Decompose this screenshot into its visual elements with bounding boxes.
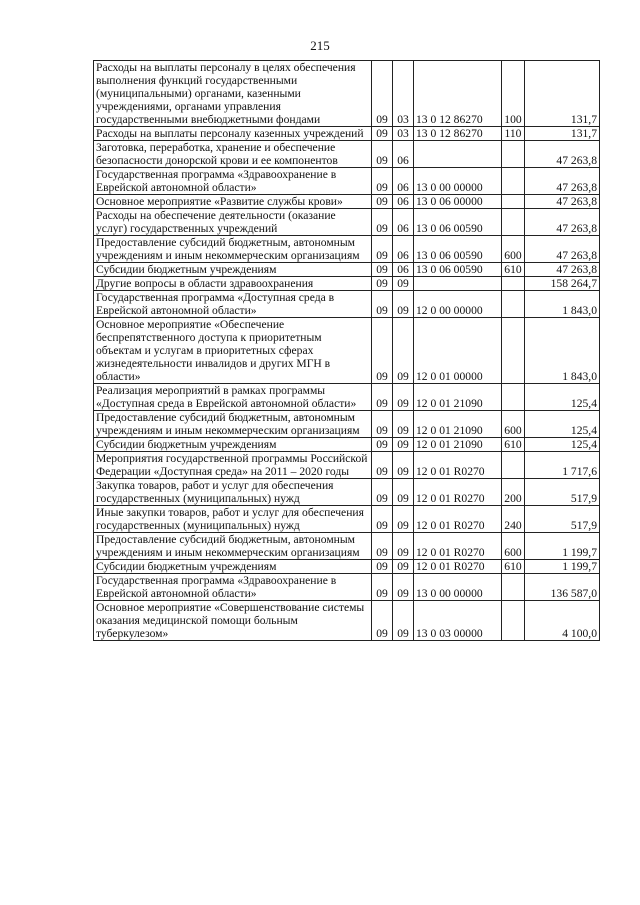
table-row xyxy=(94,263,600,277)
table-row xyxy=(94,560,600,574)
row-expense-type-cell: 200 xyxy=(502,479,525,506)
row-target-article-cell: 12 0 01 R0270 xyxy=(414,479,502,506)
row-expense-type-cell xyxy=(502,195,525,209)
row-target-article-cell xyxy=(414,141,502,168)
row-expense-type-cell: 600 xyxy=(502,411,525,438)
row-target-article-cell: 12 0 01 R0270 xyxy=(414,506,502,533)
row-target-article-cell xyxy=(414,277,502,291)
budget-table xyxy=(93,60,600,641)
row-amount-cell: 47 263,8 xyxy=(525,209,600,236)
row-name-cell: Государственная программа «Доступная среда в Еврейской автономной области» xyxy=(94,291,372,318)
row-subsection-cell: 09 xyxy=(393,560,414,574)
row-expense-type-cell xyxy=(502,452,525,479)
row-expense-type-cell xyxy=(502,277,525,291)
row-subsection-cell: 06 xyxy=(393,209,414,236)
row-amount-cell: 47 263,8 xyxy=(525,236,600,263)
row-name-cell: Государственная программа «Здравоохранение в Еврейской автономной области» xyxy=(94,168,372,195)
row-section-cell: 09 xyxy=(372,574,393,601)
row-target-article-cell: 12 0 01 R0270 xyxy=(414,560,502,574)
row-subsection-cell: 03 xyxy=(393,127,414,141)
row-subsection-cell: 09 xyxy=(393,452,414,479)
row-name-cell: Субсидии бюджетным учреждениям xyxy=(94,438,372,452)
row-section-cell: 09 xyxy=(372,601,393,641)
row-section-cell: 09 xyxy=(372,168,393,195)
row-name-cell: Предоставление субсидий бюджетным, автономным учреждениям и иным некоммерческим организациям xyxy=(94,236,372,263)
row-target-article-cell: 13 0 06 00590 xyxy=(414,263,502,277)
row-name-cell: Расходы на выплаты персоналу в целях обеспечения выполнения функций государственными (муниципальными) органами, казенными учреждениями, органами управления государственными внебюджетными фондами xyxy=(94,61,372,127)
row-name-cell: Основное мероприятие «Обеспечение беспрепятственного доступа к приоритетным объектам и услугам в приоритетных сферах жизнедеятельности инвалидов и других МГН в области» xyxy=(94,318,372,384)
table-row xyxy=(94,384,600,411)
row-amount-cell: 158 264,7 xyxy=(525,277,600,291)
table-row xyxy=(94,127,600,141)
row-target-article-cell: 13 0 06 00590 xyxy=(414,236,502,263)
row-section-cell: 09 xyxy=(372,438,393,452)
row-section-cell: 09 xyxy=(372,277,393,291)
row-name-cell: Субсидии бюджетным учреждениям xyxy=(94,263,372,277)
row-amount-cell: 131,7 xyxy=(525,127,600,141)
row-subsection-cell: 09 xyxy=(393,506,414,533)
row-expense-type-cell xyxy=(502,384,525,411)
row-subsection-cell: 09 xyxy=(393,479,414,506)
row-name-cell: Расходы на выплаты персоналу казенных учреждений xyxy=(94,127,372,141)
row-amount-cell: 125,4 xyxy=(525,438,600,452)
row-subsection-cell: 06 xyxy=(393,236,414,263)
row-target-article-cell: 13 0 12 86270 xyxy=(414,127,502,141)
row-target-article-cell: 12 0 01 00000 xyxy=(414,318,502,384)
table-row xyxy=(94,141,600,168)
row-expense-type-cell: 100 xyxy=(502,61,525,127)
row-subsection-cell: 06 xyxy=(393,195,414,209)
row-amount-cell: 125,4 xyxy=(525,411,600,438)
row-amount-cell: 1 199,7 xyxy=(525,560,600,574)
row-subsection-cell: 06 xyxy=(393,168,414,195)
row-amount-cell: 136 587,0 xyxy=(525,574,600,601)
row-amount-cell: 1 199,7 xyxy=(525,533,600,560)
row-section-cell: 09 xyxy=(372,195,393,209)
row-amount-cell: 517,9 xyxy=(525,479,600,506)
row-amount-cell: 4 100,0 xyxy=(525,601,600,641)
row-section-cell: 09 xyxy=(372,127,393,141)
table-row xyxy=(94,277,600,291)
row-section-cell: 09 xyxy=(372,263,393,277)
row-expense-type-cell xyxy=(502,209,525,236)
row-target-article-cell: 13 0 00 00000 xyxy=(414,168,502,195)
row-subsection-cell: 03 xyxy=(393,61,414,127)
row-target-article-cell: 12 0 01 R0270 xyxy=(414,452,502,479)
table-row xyxy=(94,452,600,479)
row-amount-cell: 47 263,8 xyxy=(525,141,600,168)
row-name-cell: Субсидии бюджетным учреждениям xyxy=(94,560,372,574)
row-amount-cell: 1 717,6 xyxy=(525,452,600,479)
row-subsection-cell: 09 xyxy=(393,438,414,452)
row-target-article-cell: 13 0 06 00000 xyxy=(414,195,502,209)
row-target-article-cell: 12 0 01 21090 xyxy=(414,384,502,411)
row-name-cell: Закупка товаров, работ и услуг для обеспечения государственных (муниципальных) нужд xyxy=(94,479,372,506)
table-row xyxy=(94,533,600,560)
table-row xyxy=(94,168,600,195)
row-target-article-cell: 12 0 01 21090 xyxy=(414,411,502,438)
row-name-cell: Мероприятия государственной программы Российской Федерации «Доступная среда» на 2011 – 2020 годы xyxy=(94,452,372,479)
row-expense-type-cell: 610 xyxy=(502,263,525,277)
row-subsection-cell: 09 xyxy=(393,384,414,411)
row-amount-cell: 47 263,8 xyxy=(525,263,600,277)
row-expense-type-cell: 240 xyxy=(502,506,525,533)
row-amount-cell: 1 843,0 xyxy=(525,291,600,318)
row-subsection-cell: 09 xyxy=(393,277,414,291)
row-section-cell: 09 xyxy=(372,318,393,384)
row-name-cell: Заготовка, переработка, хранение и обеспечение безопасности донорской крови и ее компонентов xyxy=(94,141,372,168)
row-section-cell: 09 xyxy=(372,411,393,438)
row-name-cell: Государственная программа «Здравоохранение в Еврейской автономной области» xyxy=(94,574,372,601)
table-row xyxy=(94,411,600,438)
row-section-cell: 09 xyxy=(372,533,393,560)
row-name-cell: Реализация мероприятий в рамках программы «Доступная среда в Еврейской автономной области» xyxy=(94,384,372,411)
row-section-cell: 09 xyxy=(372,479,393,506)
row-expense-type-cell xyxy=(502,291,525,318)
row-section-cell: 09 xyxy=(372,236,393,263)
row-target-article-cell: 13 0 06 00590 xyxy=(414,209,502,236)
page-number: 215 xyxy=(310,38,330,53)
row-subsection-cell: 06 xyxy=(393,263,414,277)
table-row xyxy=(94,291,600,318)
row-expense-type-cell: 600 xyxy=(502,533,525,560)
row-name-cell: Основное мероприятие «Совершенствование системы оказания медицинской помощи больным туберкулезом» xyxy=(94,601,372,641)
table-row xyxy=(94,506,600,533)
row-expense-type-cell: 110 xyxy=(502,127,525,141)
row-expense-type-cell xyxy=(502,318,525,384)
row-expense-type-cell: 610 xyxy=(502,560,525,574)
table-row xyxy=(94,236,600,263)
row-amount-cell: 131,7 xyxy=(525,61,600,127)
table-row xyxy=(94,195,600,209)
row-name-cell: Иные закупки товаров, работ и услуг для обеспечения государственных (муниципальных) нужд xyxy=(94,506,372,533)
row-expense-type-cell xyxy=(502,141,525,168)
row-subsection-cell: 06 xyxy=(393,141,414,168)
row-subsection-cell: 09 xyxy=(393,318,414,384)
table-row xyxy=(94,209,600,236)
row-name-cell: Предоставление субсидий бюджетным, автономным учреждениям и иным некоммерческим организациям xyxy=(94,411,372,438)
row-subsection-cell: 09 xyxy=(393,411,414,438)
table-row xyxy=(94,574,600,601)
row-amount-cell: 125,4 xyxy=(525,384,600,411)
row-subsection-cell: 09 xyxy=(393,533,414,560)
table-row xyxy=(94,318,600,384)
row-amount-cell: 47 263,8 xyxy=(525,195,600,209)
row-name-cell: Предоставление субсидий бюджетным, автономным учреждениям и иным некоммерческим организациям xyxy=(94,533,372,560)
row-target-article-cell: 13 0 00 00000 xyxy=(414,574,502,601)
table-row xyxy=(94,438,600,452)
row-target-article-cell: 12 0 00 00000 xyxy=(414,291,502,318)
row-subsection-cell: 09 xyxy=(393,601,414,641)
row-section-cell: 09 xyxy=(372,291,393,318)
row-expense-type-cell xyxy=(502,601,525,641)
row-section-cell: 09 xyxy=(372,452,393,479)
row-name-cell: Другие вопросы в области здравоохранения xyxy=(94,277,372,291)
row-name-cell: Основное мероприятие «Развитие службы крови» xyxy=(94,195,372,209)
row-amount-cell: 47 263,8 xyxy=(525,168,600,195)
row-section-cell: 09 xyxy=(372,61,393,127)
row-amount-cell: 517,9 xyxy=(525,506,600,533)
row-subsection-cell: 09 xyxy=(393,574,414,601)
row-expense-type-cell: 600 xyxy=(502,236,525,263)
row-section-cell: 09 xyxy=(372,506,393,533)
row-expense-type-cell xyxy=(502,168,525,195)
row-expense-type-cell: 610 xyxy=(502,438,525,452)
row-amount-cell: 1 843,0 xyxy=(525,318,600,384)
row-expense-type-cell xyxy=(502,574,525,601)
row-name-cell: Расходы на обеспечение деятельности (оказание услуг) государственных учреждений xyxy=(94,209,372,236)
table-row xyxy=(94,601,600,641)
row-target-article-cell: 12 0 01 21090 xyxy=(414,438,502,452)
table-row xyxy=(94,479,600,506)
row-section-cell: 09 xyxy=(372,141,393,168)
row-target-article-cell: 13 0 03 00000 xyxy=(414,601,502,641)
row-target-article-cell: 13 0 12 86270 xyxy=(414,61,502,127)
budget-table-body xyxy=(94,61,600,641)
row-section-cell: 09 xyxy=(372,384,393,411)
row-section-cell: 09 xyxy=(372,560,393,574)
row-section-cell: 09 xyxy=(372,209,393,236)
table-row xyxy=(94,61,600,127)
row-subsection-cell: 09 xyxy=(393,291,414,318)
row-target-article-cell: 12 0 01 R0270 xyxy=(414,533,502,560)
